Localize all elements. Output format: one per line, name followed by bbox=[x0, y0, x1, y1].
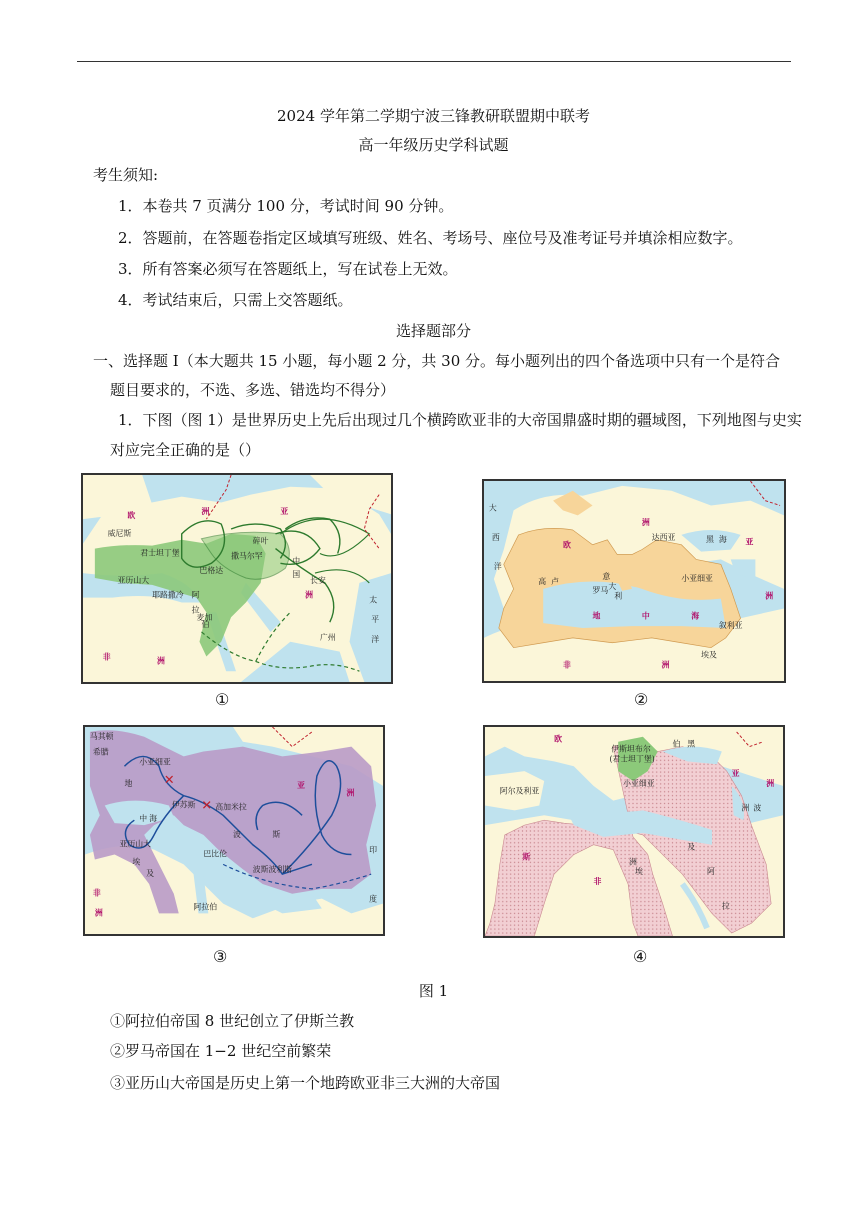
map-roman-empire bbox=[482, 479, 786, 683]
map3-caption: ③ bbox=[213, 947, 228, 966]
map2-label: 黑 bbox=[706, 534, 714, 544]
map2-label: 罗马 bbox=[592, 585, 609, 595]
map3-label: 埃 bbox=[132, 857, 141, 867]
map3-label: 洲 bbox=[94, 908, 103, 918]
map2-label: 达西亚 bbox=[651, 532, 676, 542]
map3-label: 度 bbox=[369, 894, 378, 904]
option-1: ①阿拉伯帝国 8 世纪创立了伊斯兰教 bbox=[110, 1012, 355, 1030]
map3-label: 希腊 bbox=[92, 747, 109, 757]
map3-label: 海 bbox=[149, 814, 158, 824]
map3-label: 波 bbox=[233, 829, 241, 839]
map2-label: 叙利亚 bbox=[718, 621, 743, 631]
notice-heading: 考生须知: bbox=[93, 166, 159, 184]
map4-label: 欧 bbox=[554, 734, 562, 744]
map4-label: 非 bbox=[593, 877, 602, 886]
map1-label: 欧 bbox=[127, 511, 136, 521]
map1-label: 伯 bbox=[201, 620, 210, 630]
map2-label: 中 bbox=[641, 611, 650, 621]
map4-label: 拉 bbox=[721, 901, 730, 911]
map1-label: 非 bbox=[102, 652, 111, 662]
map4-label: (君士坦丁堡) bbox=[609, 754, 655, 764]
map3-label: 波斯波利斯 bbox=[252, 865, 293, 875]
map1-label: 亚历山大 bbox=[117, 575, 150, 585]
map3-label: 斯 bbox=[272, 829, 281, 839]
map1-label: 太 bbox=[369, 595, 378, 605]
map1-caption: ① bbox=[215, 690, 230, 709]
map1-label: 拉 bbox=[191, 605, 200, 615]
map1-label: 国 bbox=[292, 570, 301, 580]
map3-label: 亚 bbox=[297, 780, 306, 790]
map2-label: 非 bbox=[562, 660, 571, 670]
map3-label: 高加米拉 bbox=[215, 802, 247, 812]
map4-label: 洲 bbox=[766, 778, 775, 788]
map3-label: 洲 bbox=[346, 788, 355, 798]
section-intro-line2: 题目要求的，不选、多选、错选均不得分） bbox=[110, 381, 396, 399]
figure-caption: 图 1 bbox=[418, 982, 449, 1000]
map1-label: 洲 bbox=[157, 656, 165, 666]
map2-label: 西 bbox=[491, 532, 500, 542]
map1-label: 广州 bbox=[319, 632, 336, 642]
map4-label: 阿尔及利亚 bbox=[499, 786, 540, 796]
map2-label: 洲 bbox=[765, 591, 774, 601]
svg-text:✕: ✕ bbox=[201, 798, 213, 814]
map1-label: 耶路撒冷 bbox=[152, 590, 184, 600]
map4-label: 亚 bbox=[731, 769, 740, 779]
notice-item: 4．考试结束后，只需上交答题纸。 bbox=[118, 291, 353, 309]
map4-label: 斯 bbox=[522, 852, 531, 862]
map2-label: 欧 bbox=[562, 540, 571, 550]
map4-label: 黑 bbox=[687, 739, 696, 749]
map1-label: 巴格达 bbox=[199, 566, 224, 576]
map3-label: 非 bbox=[92, 888, 101, 898]
exam-title: 2024 学年第二学期宁波三锋教研联盟期中联考 bbox=[277, 107, 590, 125]
map4-caption: ④ bbox=[633, 947, 648, 966]
map2-label: 海 bbox=[691, 611, 700, 621]
map3-label: 伊苏斯 bbox=[171, 800, 196, 810]
map2-label: 大 bbox=[608, 581, 617, 591]
map1-label: 长安 bbox=[310, 575, 326, 585]
section-title: 选择题部分 bbox=[395, 322, 471, 340]
map4-label: 伊斯坦布尔 bbox=[611, 744, 651, 754]
map1-label: 中 bbox=[292, 556, 301, 566]
map1-label: 阿 bbox=[191, 590, 200, 600]
map1-label: 洋 bbox=[371, 634, 380, 644]
map2-label: 海 bbox=[718, 534, 727, 544]
map-arab-empire bbox=[81, 473, 393, 684]
map3-label: 印 bbox=[369, 845, 378, 855]
map4-label: 阿 bbox=[707, 867, 715, 877]
notice-item: 2．答题前，在答题卷指定区域填写班级、姓名、考场号、座位号及准考证号并填涂相应数字。 bbox=[118, 229, 743, 247]
map2-label: 地 bbox=[592, 611, 601, 621]
map4-label: 埃 bbox=[634, 867, 643, 877]
map4-label: 伯 bbox=[672, 739, 681, 749]
map2-label: 洲 bbox=[641, 518, 650, 528]
question-stem-line1: 1．下图（图 1）是世界历史上先后出现过几个横跨欧亚非的大帝国鼎盛时期的疆域图，下列地图与史实 bbox=[118, 411, 802, 429]
map1-label: 撒马尔罕 bbox=[231, 551, 263, 561]
section-intro-line1: 一、选择题 I（本大题共 15 小题，每小题 2 分，共 30 分。每小题列出的四个备选项中只有一个是符合 bbox=[93, 352, 781, 370]
map3-label: 马其顿 bbox=[89, 731, 114, 741]
notice-item: 1．本卷共 7 页满分 100 分，考试时间 90 分钟。 bbox=[118, 197, 454, 215]
map1-label: 洲 bbox=[201, 507, 210, 517]
map2-label: 大 bbox=[488, 503, 497, 513]
map4-label: 洲 bbox=[629, 857, 637, 867]
map3-label: 巴比伦 bbox=[203, 849, 228, 859]
map3-label: 地 bbox=[124, 778, 133, 788]
map1-label: 君士坦丁堡 bbox=[140, 548, 180, 558]
map1-label: 亚 bbox=[280, 507, 289, 517]
map1-label: 碎叶 bbox=[252, 536, 269, 546]
map1-label: 麦加 bbox=[196, 613, 213, 623]
map4-label: 及 bbox=[687, 842, 696, 852]
map2-label: 亚 bbox=[745, 537, 754, 547]
map3-label: 小亚细亚 bbox=[139, 757, 171, 767]
map4-label: 小亚细亚 bbox=[623, 778, 655, 788]
map1-label: 威尼斯 bbox=[107, 528, 132, 538]
map2-label: 意 bbox=[602, 572, 611, 582]
map-ottoman-empire bbox=[483, 725, 785, 938]
notice-item: 3．所有答案必须写在答题纸上，写在试卷上无效。 bbox=[118, 260, 458, 278]
svg-text:✕: ✕ bbox=[163, 772, 175, 788]
map-alexander-empire bbox=[83, 725, 385, 936]
map2-label: 卢 bbox=[551, 576, 560, 586]
map2-label: 埃及 bbox=[701, 650, 717, 660]
question-stem-line2: 对应完全正确的是（） bbox=[110, 441, 261, 459]
map2-label: 洲 bbox=[661, 660, 670, 670]
map4-label: 洲 bbox=[741, 803, 750, 813]
map2-label: 高 bbox=[538, 576, 547, 586]
map2-label: 利 bbox=[614, 591, 623, 601]
map3-label: 阿拉伯 bbox=[193, 902, 218, 912]
map2-caption: ② bbox=[634, 690, 649, 709]
header-rule bbox=[77, 61, 791, 62]
map3-label: 及 bbox=[146, 869, 155, 879]
option-3: ③亚历山大帝国是历史上第一个地跨欧亚非三大洲的大帝国 bbox=[110, 1074, 501, 1092]
map3-label: 亚历山大 bbox=[119, 839, 152, 849]
map3-label: 中 bbox=[139, 814, 148, 824]
map2-label: 小亚细亚 bbox=[681, 574, 713, 583]
map4-label: 波 bbox=[753, 803, 762, 813]
option-2: ②罗马帝国在 1−2 世纪空前繁荣 bbox=[110, 1042, 332, 1060]
map1-label: 洲 bbox=[305, 590, 314, 600]
exam-subtitle: 高一年级历史学科试题 bbox=[358, 136, 509, 154]
map1-label: 平 bbox=[371, 615, 380, 625]
map2-label: 洋 bbox=[493, 562, 502, 572]
